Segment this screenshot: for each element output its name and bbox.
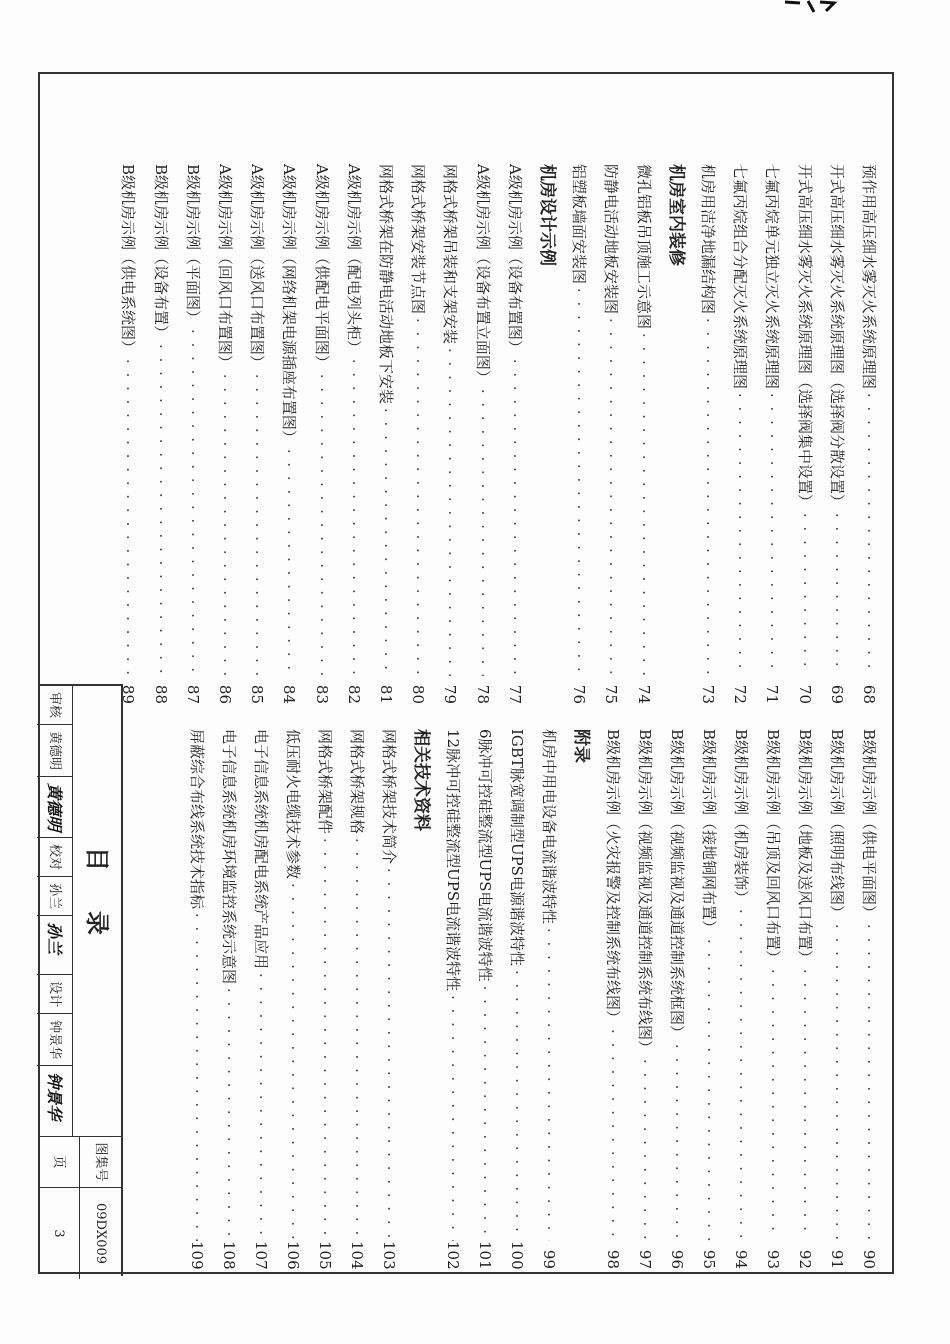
toc-entry-title: A级机房示例（网络机架电源插座布置图） [280, 164, 299, 445]
reviewer-signature: 黄德明 [37, 777, 72, 838]
toc-entry[interactable] [824, 164, 850, 704]
toc-entry[interactable] [856, 164, 882, 704]
toc-entry-title: B级机房示例（火灾报警及控制系统布线图） [604, 729, 622, 1026]
dot-leader [598, 314, 624, 676]
toc-entry-title: 网格式桥架安装节点图 [409, 164, 428, 315]
toc-entry[interactable] [792, 729, 818, 1269]
dot-leader [373, 404, 399, 676]
toc-entry-page: 73 [699, 684, 717, 704]
toc-entry[interactable] [632, 729, 658, 1269]
toc-entry-title: 网格式桥架规格 [348, 729, 366, 835]
corner-scan-mark [780, 0, 840, 14]
dot-leader [727, 389, 753, 676]
dot-leader [280, 879, 306, 1241]
dot-leader [312, 834, 338, 1241]
toc-entry[interactable] [856, 729, 882, 1269]
section-heading: 机房设计示例 [537, 164, 557, 266]
toc-entry-title: 网格式桥架在防静电活动地板下安装 [377, 164, 395, 405]
dot-leader [536, 924, 562, 1241]
dot-leader [824, 920, 850, 1241]
toc-entry[interactable] [244, 164, 270, 704]
toc-entry-page: 109 [188, 1241, 206, 1270]
designer-name: 钟景华 [37, 1014, 72, 1066]
toc-entry-title: 电子信息系统机房环境监控系统示意图 [220, 729, 238, 985]
toc-entry-title: B级机房示例（机房装饰） [732, 729, 750, 906]
toc-entry-title: IGBT脉宽调制型UPS电源谐波特性 [508, 729, 526, 966]
dot-leader [309, 370, 335, 676]
toc-entry[interactable] [440, 729, 466, 1269]
section-heading: 机房室内装修 [665, 164, 686, 266]
dot-leader [600, 1025, 626, 1241]
toc-entry[interactable] [600, 729, 626, 1269]
toc-entry-title: 屏蔽综合布线系统技术指标 [188, 729, 206, 910]
toc-entry-page: 72 [731, 684, 750, 704]
dot-leader [695, 314, 721, 676]
toc-entry-page: 82 [344, 684, 363, 704]
toc-entry[interactable] [792, 164, 818, 704]
dot-leader [248, 969, 274, 1241]
toc-entry[interactable] [184, 729, 210, 1269]
toc-entry[interactable] [695, 164, 721, 704]
toc-entry[interactable] [727, 164, 753, 704]
toc-entry[interactable] [216, 729, 242, 1269]
toc-entry[interactable] [696, 729, 722, 1269]
toc-entry[interactable] [405, 164, 431, 704]
toc-entry[interactable] [502, 164, 528, 704]
toc-entry-title: B级机房示例（供电系统图） [119, 164, 138, 356]
dot-leader [631, 329, 657, 676]
toc-entry[interactable] [148, 164, 174, 704]
toc-entry[interactable] [341, 164, 367, 704]
toc-entry-page: 101 [476, 1241, 494, 1270]
toc-entry-title: 网格式桥架吊装和支架安装 [441, 164, 460, 345]
dot-leader [792, 509, 818, 676]
dot-leader [696, 935, 722, 1241]
title-block-title: 目录 [83, 847, 112, 975]
dot-leader [376, 864, 402, 1241]
dot-leader [344, 834, 370, 1241]
toc-entry[interactable] [598, 164, 624, 704]
toc-entry-page: 78 [473, 684, 492, 704]
toc-entry-title: 电子信息系统机房配电系统产品应用 [252, 729, 270, 970]
toc-entry[interactable] [472, 729, 498, 1269]
toc-entry-title: B级机房示例（平面图） [183, 164, 202, 326]
toc-entry-title: 预作用高压细水雾灭火系统原理图 [860, 164, 878, 390]
dot-leader [856, 920, 882, 1241]
toc-entry-title: 微孔铝板吊顶施工示意图 [634, 164, 653, 330]
toc-entry-title: B级机房示例（吊顶及回风口布置） [764, 729, 782, 966]
review-label: 审核 [37, 686, 72, 725]
dot-leader [566, 284, 592, 676]
toc-entry[interactable] [728, 729, 754, 1269]
dot-leader [504, 966, 530, 1241]
section-heading: 附录 [571, 729, 591, 763]
toc-entry[interactable] [212, 164, 238, 704]
toc-entry[interactable] [248, 729, 274, 1269]
toc-entry[interactable] [180, 164, 206, 704]
toc-entry-page: 85 [248, 684, 267, 704]
toc-entry-title: 机房用洁净地漏结构图 [699, 164, 717, 315]
dot-leader [472, 982, 498, 1241]
title-block-meta [38, 1136, 121, 1279]
dot-leader [341, 355, 367, 676]
toc-entry-title: B级机房示例（接地铜网布置） [700, 729, 718, 936]
toc-entry[interactable] [309, 164, 335, 704]
toc-entry-page: 86 [216, 684, 234, 704]
toc-entry-title: 开式高压细水雾灭火系统原理图（选择阀分散设置） [827, 164, 846, 510]
atlas-number: 09DX009 [93, 1202, 108, 1265]
toc-entry-page: 103 [380, 1241, 398, 1270]
toc-entry[interactable] [115, 164, 141, 704]
toc-entry-title: 网格式桥架技术简介 [380, 729, 398, 865]
toc-entry[interactable] [276, 164, 302, 704]
toc-entry-title: 开式高压细水雾灭火系统原理图（选择阀集中设置） [795, 164, 814, 510]
toc-entry-title: 6脉冲可控硅整流型UPS电流谐波特性 [476, 729, 494, 982]
toc-entry[interactable] [376, 729, 402, 1269]
toc-entry[interactable] [631, 164, 657, 704]
dot-leader [792, 965, 818, 1241]
dot-leader [180, 325, 206, 676]
toc-entry-page: 99 [540, 1249, 558, 1269]
dot-leader [212, 370, 238, 676]
toc-entry[interactable] [437, 164, 463, 704]
toc-entry-page: 97 [636, 1249, 654, 1269]
toc-entry-page: 88 [151, 684, 170, 704]
toc-entry-title: 七氟丙烷组合分配灭火系统原理图 [731, 164, 750, 390]
signature-row [37, 686, 73, 1136]
dot-leader [440, 991, 466, 1241]
toc-entry-page: 89 [119, 684, 138, 704]
toc-entry-title: B级机房示例（视频监视及通道控制系统框图） [668, 729, 686, 1041]
toc-entry[interactable] [504, 729, 530, 1269]
toc-entry-page: 94 [732, 1249, 750, 1269]
dot-leader [856, 389, 882, 676]
dot-leader [184, 909, 210, 1241]
dot-leader [470, 385, 496, 676]
toc-entry-page: 93 [764, 1249, 782, 1269]
toc-entry-page: 95 [700, 1249, 718, 1269]
dot-leader [759, 389, 785, 676]
toc-sheet [40, 74, 896, 1276]
toc-entry-title: A级机房示例（供配电平面图） [312, 164, 331, 370]
toc-entry-title: 铝塑板墙面安装图 [570, 164, 589, 285]
toc-entry-page: 83 [312, 684, 331, 704]
drawing-frame [38, 72, 894, 1274]
toc-entry-page: 76 [570, 684, 589, 704]
toc-entry-page: 100 [508, 1241, 526, 1270]
page-number: 3 [51, 1229, 66, 1238]
dot-leader [276, 445, 302, 676]
toc-entry[interactable] [312, 729, 338, 1269]
toc-entry-page: 104 [348, 1241, 366, 1270]
toc-entry-page: 96 [668, 1249, 686, 1269]
toc-entry-page: 69 [827, 684, 846, 704]
toc-entry-title: B级机房示例（地板及送风口布置） [796, 729, 814, 966]
toc-entry-title: A级机房示例（回风口布置图） [216, 164, 234, 370]
design-label: 设计 [37, 975, 72, 1014]
toc-entry-page: 108 [220, 1241, 238, 1270]
dot-leader [502, 355, 528, 676]
toc-entry-page: 87 [183, 684, 202, 704]
checker-signature: 孙兰 [37, 916, 72, 975]
toc-entry-title: 防静电活动地板安装图 [602, 164, 621, 315]
toc-entry-title: 低压耐火电缆技术参数 [284, 729, 302, 880]
title-block [40, 684, 123, 1276]
toc-entry-page: 81 [377, 684, 395, 704]
toc-entry-page: 75 [602, 684, 621, 704]
toc-entry-title: A级机房示例（送风口布置图） [248, 164, 267, 370]
toc-entry-page: 80 [409, 684, 428, 704]
toc-entry-title: A级机房示例（设备布置立面图） [473, 164, 492, 385]
checker-name: 孙兰 [37, 877, 72, 916]
dot-leader [728, 905, 754, 1241]
reviewer-name: 黄德明 [37, 725, 72, 777]
toc-entry-page: 74 [634, 684, 653, 704]
toc-entry[interactable] [280, 729, 306, 1269]
dot-leader [405, 314, 431, 676]
toc-entry[interactable] [566, 164, 592, 704]
check-label: 校对 [37, 838, 72, 877]
toc-entry-page: 91 [828, 1249, 846, 1269]
toc-entry-page: 68 [860, 684, 878, 704]
toc-entry-page: 70 [795, 684, 814, 704]
toc-entry-title: 12脉冲可控硅整流型UPS电流谐波特性 [444, 729, 462, 992]
dot-leader [437, 344, 463, 676]
toc-entry[interactable] [759, 164, 785, 704]
toc-entry-title: B级机房示例（供电平面图） [860, 729, 878, 921]
toc-entry[interactable] [344, 729, 370, 1269]
toc-entry-title: B级机房示例（设备布置） [151, 164, 170, 341]
toc-entry-page: 71 [763, 684, 782, 704]
toc-entry-page: 106 [284, 1241, 302, 1270]
dot-leader [148, 340, 174, 676]
toc-entry-page: 105 [316, 1241, 334, 1270]
toc-entry[interactable] [373, 164, 399, 704]
dot-leader [115, 355, 141, 676]
page-label: 页 [38, 1137, 79, 1188]
toc-entry[interactable] [470, 164, 496, 704]
toc-entry-title: B级机房示例（视频监视及通道控制系统布线图） [636, 729, 654, 1056]
toc-entry[interactable] [760, 729, 786, 1269]
toc-entry-page: 84 [280, 684, 299, 704]
toc-entry-page: 92 [796, 1249, 814, 1269]
dot-leader [664, 1040, 690, 1241]
atlas-label: 图集号 [80, 1137, 121, 1188]
toc-entry-title: 七氟丙烷单元独立灭火系统原理图 [763, 164, 782, 390]
toc-entry-title: 网格式桥架配件 [316, 729, 334, 835]
dot-leader [244, 370, 270, 676]
toc-entry[interactable] [536, 729, 562, 1269]
section-heading: 相关技术资料 [411, 729, 431, 831]
toc-entry-title: A级机房示例（设备布置图） [505, 164, 524, 355]
toc-entry[interactable] [664, 729, 690, 1269]
toc-entry-page: 90 [860, 1249, 878, 1269]
dot-leader [760, 965, 786, 1241]
toc-entry-page: 79 [441, 684, 460, 704]
toc-entry-page: 107 [252, 1241, 270, 1270]
toc-entry-page: 98 [604, 1249, 622, 1269]
toc-entry-title: 机房中用电设备电流谐波特性 [540, 729, 558, 925]
toc-entry-title: A级机房示例（配电列头柜） [344, 164, 363, 355]
dot-leader [632, 1055, 658, 1241]
dot-leader [216, 984, 242, 1241]
dot-leader [824, 509, 850, 676]
designer-signature: 钟景华 [45, 1072, 64, 1121]
toc-entry-title: B级机房示例（照明布线图） [828, 729, 846, 921]
toc-entry-page: 102 [444, 1241, 462, 1270]
toc-entry[interactable] [824, 729, 850, 1269]
toc-entry-page: 77 [505, 684, 524, 704]
